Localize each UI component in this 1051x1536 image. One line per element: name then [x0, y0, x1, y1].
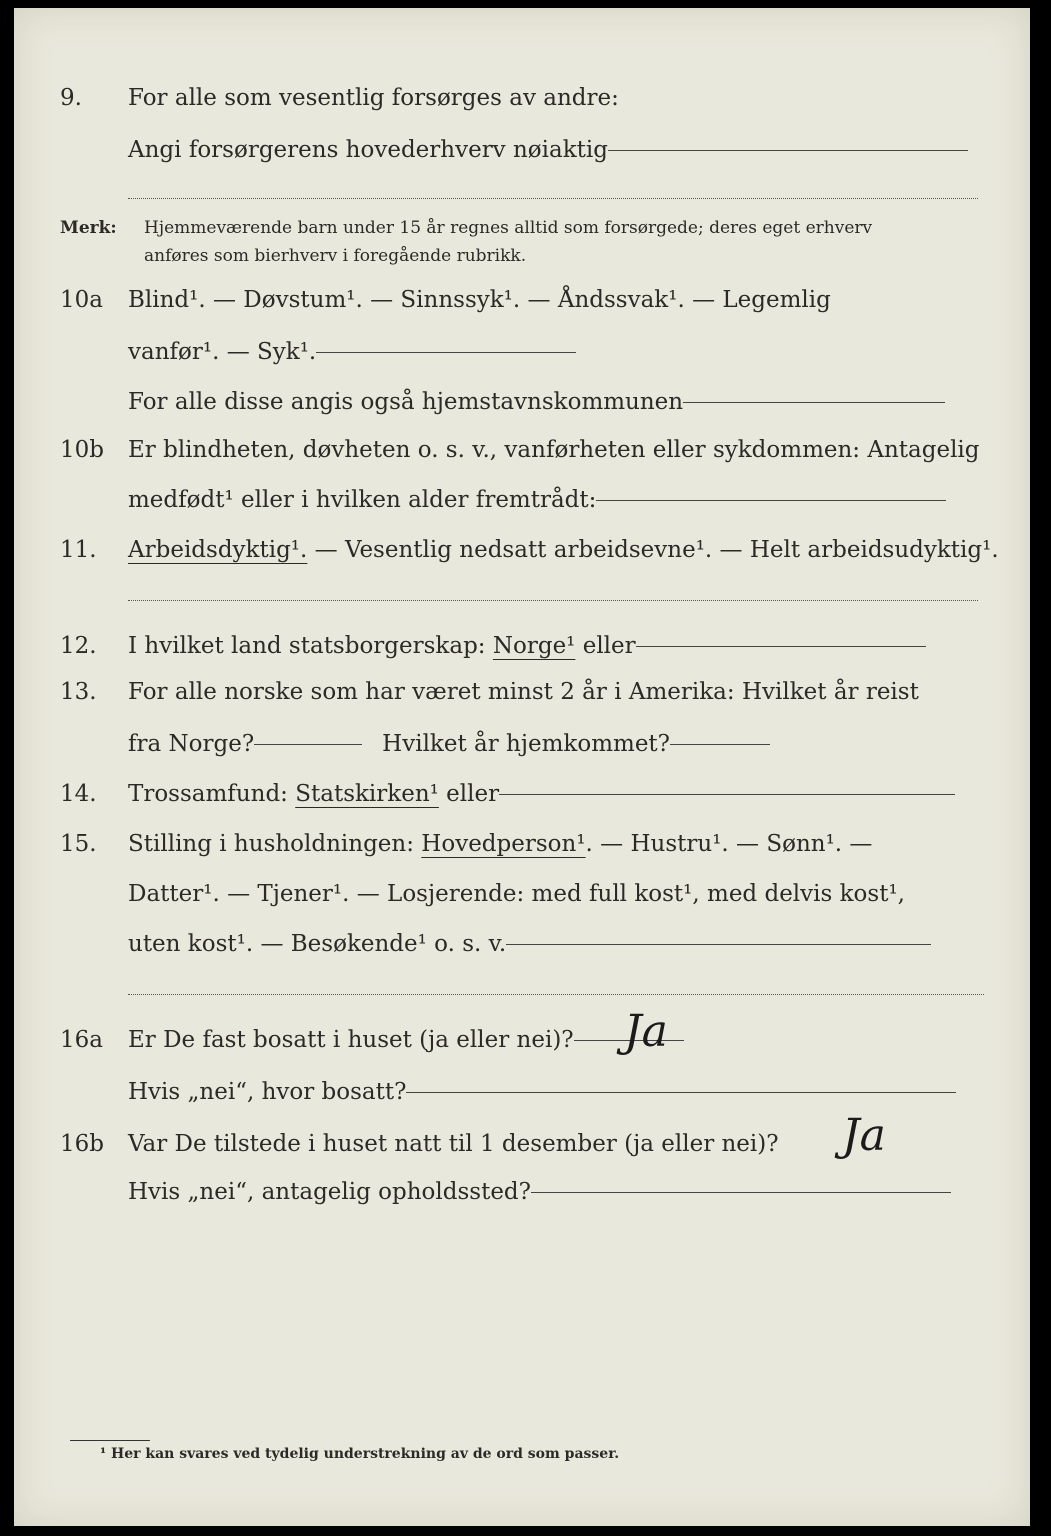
q10b-text-2: medfødt¹ eller i hvilken alder fremtrådt: [128, 487, 597, 513]
q9-text-1: For alle som vesentlig forsørges av andre: [128, 85, 619, 111]
q16a-text-2: Hvis „nei“, hvor bosatt? [128, 1079, 407, 1105]
merk-row-2 [0, 242, 1051, 282]
footnote: ¹ Her kan svares ved tydelig understrekning av de ord som passer. [100, 1446, 620, 1462]
q16b-handwritten-answer: Ja [842, 1110, 886, 1161]
q16a-row-2 [0, 1072, 1051, 1112]
q16b-row-2 [0, 1172, 1051, 1212]
q15-option-hovedperson[interactable]: Hovedperson¹ [421, 831, 586, 857]
q16a-handwritten-answer: Ja [624, 1006, 668, 1057]
q13-return-line[interactable] [670, 744, 770, 745]
q10b-answer-line[interactable] [596, 500, 946, 501]
q10a-row-2 [0, 332, 1051, 372]
q15-text-rest: . — Hustru¹. — Sønn¹. — [585, 831, 873, 857]
q16a-row-1 [0, 1020, 1051, 1060]
q11-option-arbeidsdyktig[interactable]: Arbeidsdyktig¹. [128, 537, 308, 563]
separator [128, 198, 978, 199]
q14-text-post: eller [438, 781, 500, 807]
q15-row-3 [0, 924, 1051, 964]
q16b-text-1: Var De tilstede i huset natt til 1 desember (ja eller nei)? [128, 1131, 779, 1157]
q10b-row-2 [0, 480, 1051, 520]
q16b-text-2: Hvis „nei“, antagelig opholdssted? [128, 1179, 531, 1205]
q12-number: 12. [60, 633, 97, 659]
q16b-whereabouts-line[interactable] [531, 1192, 951, 1193]
q14-option-statskirken[interactable]: Statskirken¹ [295, 781, 439, 807]
q16a-number: 16a [60, 1027, 103, 1053]
q15-text-3: uten kost¹. — Besøkende¹ o. s. v. [128, 931, 507, 957]
q12-text-post: eller [575, 633, 636, 659]
q13-number: 13. [60, 679, 97, 705]
q9-text-2: Angi forsørgerens hovederhverv nøiaktig [128, 137, 608, 163]
q10b-text-1: Er blindheten, døvheten o. s. v., vanførheten eller sykdommen: Antagelig [128, 437, 980, 463]
q14-answer-line[interactable] [499, 794, 955, 795]
q15-answer-line[interactable] [506, 944, 931, 945]
q13-row-2 [0, 724, 1051, 764]
q10a-number: 10a [60, 287, 103, 313]
separator [128, 600, 978, 601]
q14-text: Trossamfund: [128, 781, 296, 807]
q16a-residence-line[interactable] [406, 1092, 956, 1093]
q11-row [0, 530, 1051, 570]
q15-text: Stilling i husholdningen: [128, 831, 422, 857]
q10a-text-1: Blind¹. — Døvstum¹. — Sinnssyk¹. — Åndssvak¹. — Legemlig [128, 287, 831, 313]
q12-answer-line[interactable] [636, 646, 926, 647]
q13-text-1: For alle norske som har været minst 2 år i Amerika: Hvilket år reist [128, 679, 919, 705]
q10b-number: 10b [60, 437, 104, 463]
q13-row-1 [0, 672, 1051, 712]
q10a-answer-line[interactable] [316, 352, 576, 353]
merk-text-2: anføres som bierhverv i foregående rubrikk. [144, 246, 527, 266]
footnote-rule [70, 1440, 150, 1441]
q15-number: 15. [60, 831, 97, 857]
q12-row [0, 626, 1051, 666]
q9-row-2 [0, 130, 1051, 170]
q11-number: 11. [60, 537, 97, 563]
q10b-row-1 [0, 430, 1051, 470]
separator [128, 994, 984, 995]
q16b-row-1 [0, 1124, 1051, 1164]
q9-number: 9. [60, 85, 82, 111]
q10a-row-3 [0, 382, 1051, 422]
merk-text-1: Hjemmeværende barn under 15 år regnes alltid som forsørgede; deres eget erhverv [144, 218, 873, 238]
q10a-municipality-line[interactable] [683, 402, 945, 403]
q14-row [0, 774, 1051, 814]
q15-row-1 [0, 824, 1051, 864]
q15-row-2 [0, 874, 1051, 914]
q16b-number: 16b [60, 1131, 104, 1157]
q9-answer-line[interactable] [608, 150, 968, 151]
q12-option-norge[interactable]: Norge¹ [492, 633, 576, 659]
q13-departure-line[interactable] [254, 744, 362, 745]
q14-number: 14. [60, 781, 97, 807]
q16a-text-1: Er De fast bosatt i huset (ja eller nei)? [128, 1027, 574, 1053]
q10a-text-2: vanfør¹. — Syk¹. [128, 339, 317, 365]
q9-row-1 [0, 78, 1051, 118]
q13-text-2a: fra Norge? [128, 731, 255, 757]
q15-text-2: Datter¹. — Tjener¹. — Losjerende: med full kost¹, med delvis kost¹, [128, 881, 905, 907]
q10a-text-3: For alle disse angis også hjemstavnskommunen [128, 389, 684, 415]
q12-text: I hvilket land statsborgerskap: [128, 633, 493, 659]
q11-text: — Vesentlig nedsatt arbeidsevne¹. — Helt arbeidsudyktig¹. [307, 537, 999, 563]
merk-label: Merk: [60, 218, 117, 238]
q10a-row-1 [0, 280, 1051, 320]
q13-text-2b: Hvilket år hjemkommet? [382, 731, 671, 757]
